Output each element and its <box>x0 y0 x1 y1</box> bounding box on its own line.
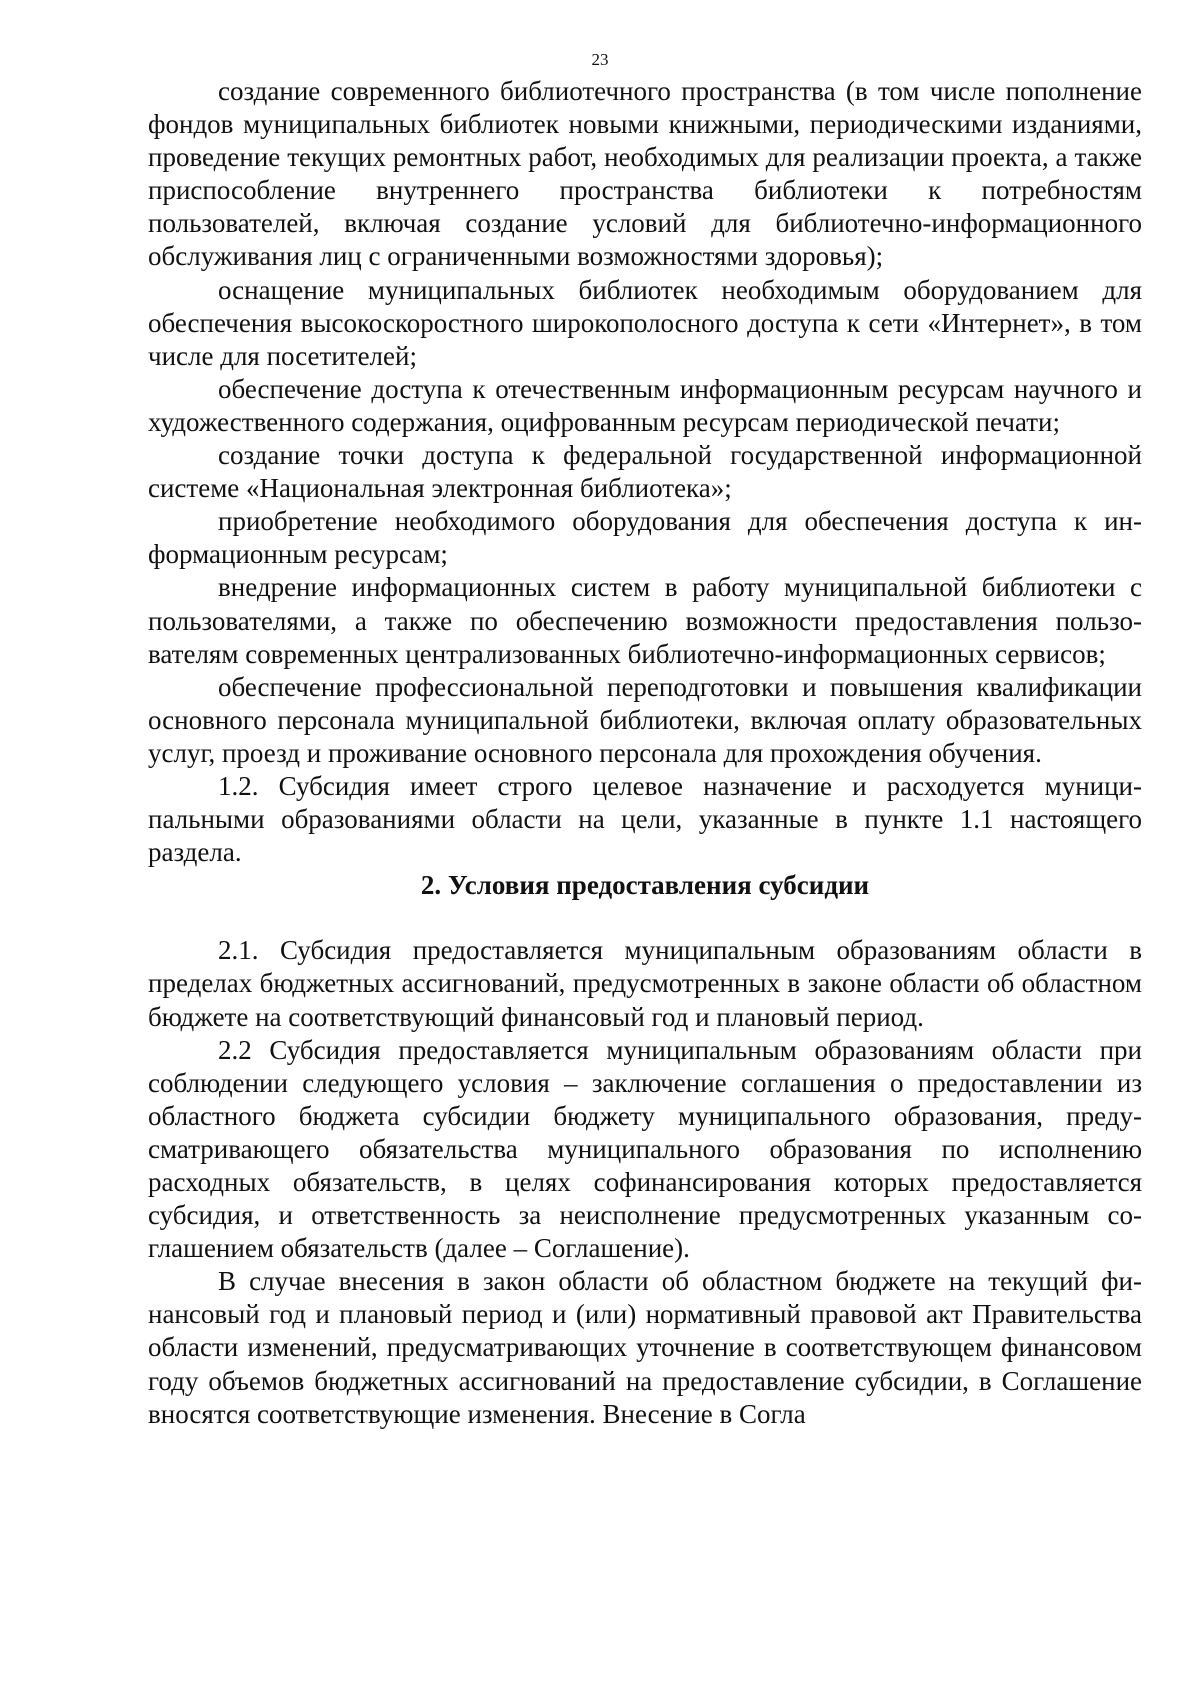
paragraph-library-space: создание современного библиотечного пространства (в том числе пополнение фондов муниципальных библиотек новыми книжными, периодическими изданиями, проведение текущих ремонтных работ, необходимых для реализации проекта, а также приспособление внутреннего пространства библиотеки к потребностям пользователей, включая создание условий для библиотечно-информационного обслуживания лиц с ограниченными возможностями здоровья); <box>148 76 1142 272</box>
paragraph-staff-training: обеспечение профессиональной переподготовки и повышения квалификации основного персонала муниципальной библиотеки, включая оплату образовательных услуг, проезд и проживание основного персонала для прохождения обучения. <box>148 671 1142 768</box>
section-heading: 2. Условия предоставления субсидии <box>420 870 870 901</box>
paragraph-info-systems: внедрение информационных систем в работу муниципальной библиотеки с пользователями, а также по обеспечению возможности предоставления пользователям современных централизованных библиотечно-информационных сервисов; <box>148 572 1142 669</box>
paragraph-access-point: создание точки доступа к федеральной государственной информационной системе «Национальная электронная библиотека»; <box>148 440 1142 504</box>
paragraph-resource-access: обеспечение доступа к отечественным информационным ресурсам научного и художественного содержания, оцифрованным ресурсам периодической печати; <box>148 373 1142 437</box>
page-number: 23 <box>591 50 609 69</box>
paragraph-amendments: В случае внесения в закон области об областном бюджете на текущий финансовый год и плановый период и (или) нормативный правовой акт Правительства области изменений, предусматривающих уточнение в соответствующем финансовом году объемов бюджетных ассигнований на предоставление субсидии, в Соглашение вносятся соответствующие изменения. Внесение в Согла <box>148 1266 1142 1429</box>
paragraph-2-2: 2.2 Субсидия предоставляется муниципальным образованиям области при соблюдении следующего условия – заключение соглашения о предоставлении из областного бюджета субсидии бюджету муниципального образования, предусматривающего обязательства муниципального образования по исполнению расходных обязательств, в целях софинансирования которых предоставляется субсидия, и ответственность за неисполнение предусмотренных указанным соглашением обязательств (далее – Соглашение). <box>148 1034 1142 1264</box>
paragraph-equipment-internet: оснащение муниципальных библиотек необходимым оборудованием для обеспечения высокоскоростного широкополосного доступа к сети «Интернет», в том числе для посетителей; <box>148 274 1142 371</box>
paragraph-1-2: 1.2. Субсидия имеет строго целевое назначение и расходуется муниципальными образованиями области на цели, указанные в пункте 1.1 настоящего раздела. <box>148 770 1142 868</box>
paragraph-2-1: 2.1. Субсидия предоставляется муниципальным образованиям области в пределах бюджетных ассигнований, предусмотренных в законе области об областном бюджете на соответствующий финансовый год и плановый период. <box>148 935 1142 1032</box>
paragraph-equipment-purchase: приобретение необходимого оборудования для обеспечения доступа к информационным ресурсам; <box>148 506 1142 570</box>
document-body <box>148 75 1142 1431</box>
